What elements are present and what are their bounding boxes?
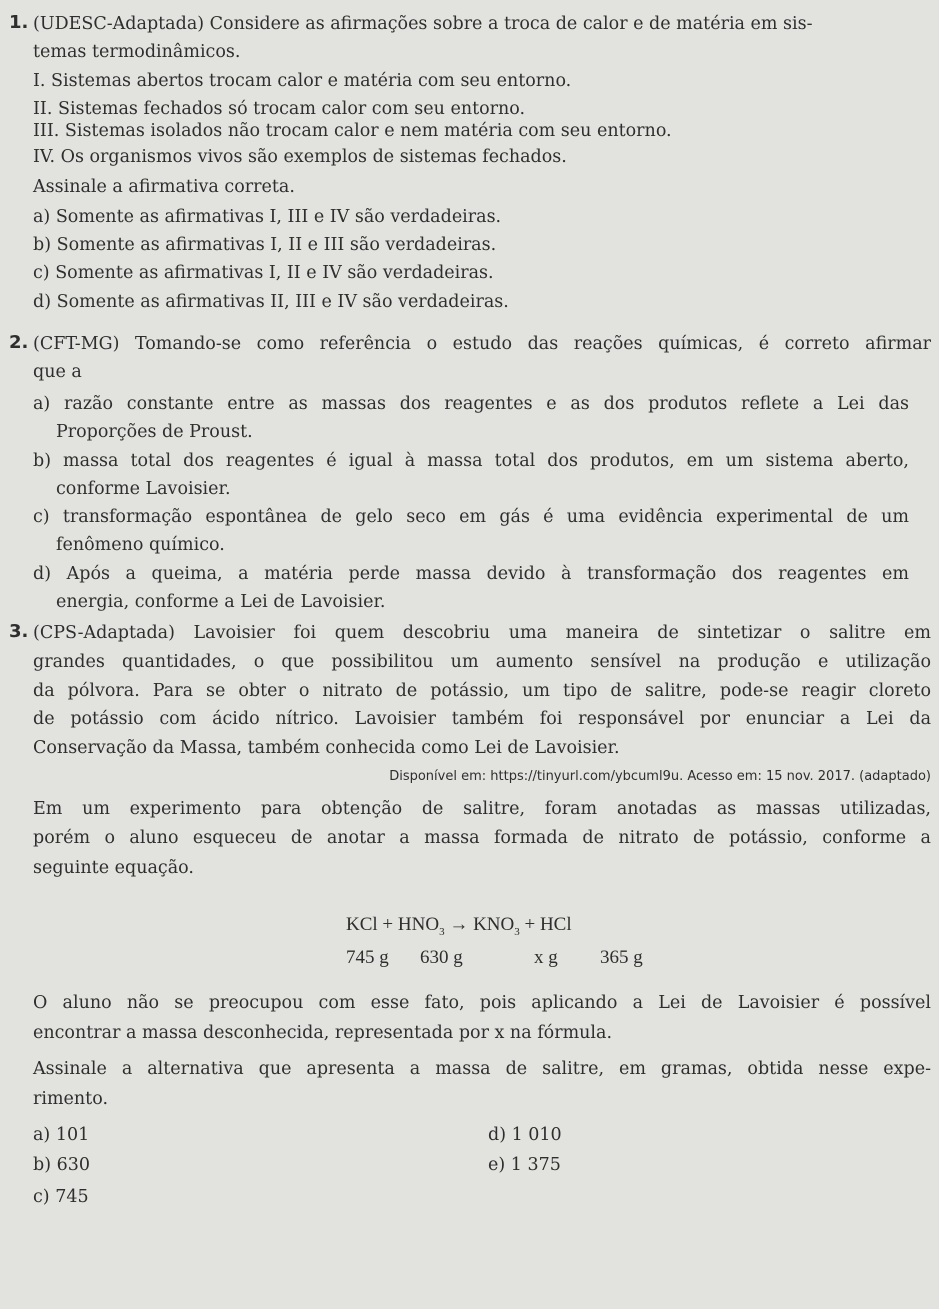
option: e) 1 375 [488,1155,561,1175]
question-stem: (CFT-MG) Tomando-se como referência o estudo das reações químicas, é correto afirmar [33,334,931,354]
chemical-equation [346,914,572,938]
mass-kno3: x g [534,947,558,968]
question-number: 3. [9,621,29,642]
option: energia, conforme a Lei de Lavoisier. [56,592,386,612]
question-stem: (UDESC-Adaptada) Considere as afirmações sobre a troca de calor e de matéria em sis- [33,14,813,34]
paragraph: seguinte equação. [33,858,194,878]
option: d) 1 010 [488,1125,562,1145]
question-number: 2. [9,332,29,353]
products: + HCl [519,914,572,935]
arrow-products: → KNO [444,914,515,935]
question-number: 1. [9,12,29,33]
question-stem: que a [33,362,82,382]
question-stem: grandes quantidades, o que possibilitou um aumento sensível na produção e utilização [33,652,931,672]
question-prompt: Assinale a alternativa que apresenta a massa de salitre, em gramas, obtida nesse expe- [33,1059,931,1079]
option: b) Somente as afirmativas I, II e III são verdadeiras. [33,235,497,255]
question-stem: de potássio com ácido nítrico. Lavoisier também foi responsável por enunciar a Lei da [33,709,931,729]
option: d) Somente as afirmativas II, III e IV são verdadeiras. [33,292,509,312]
statement: III. Sistemas isolados não trocam calor e nem matéria com seu entorno. [33,121,672,141]
question-prompt: rimento. [33,1089,109,1109]
question-stem: Conservação da Massa, também conhecida como Lei de Lavoisier. [33,738,620,758]
option: a) Somente as afirmativas I, III e IV são verdadeiras. [33,207,502,227]
question-stem: (CPS-Adaptada) Lavoisier foi quem descobriu uma maneira de sintetizar o salitre em [33,623,931,643]
statement: I. Sistemas abertos trocam calor e matéria com seu entorno. [33,71,572,91]
subscript: 3 [439,925,445,938]
paragraph: encontrar a massa desconhecida, representada por x na fórmula. [33,1023,613,1043]
subscript: 3 [514,925,520,938]
mass-hno3: 630 g [420,947,463,968]
option: a) 101 [33,1125,90,1145]
option: c) transformação espontânea de gelo seco em gás é uma evidência experimental de um [33,507,909,527]
option: a) razão constante entre as massas dos reagentes e as dos produtos reflete a Lei das [33,394,909,414]
mass-hcl: 365 g [600,947,643,968]
paragraph: Em um experimento para obtenção de salitre, foram anotadas as massas utilizadas, [33,799,931,819]
option: b) massa total dos reagentes é igual à massa total dos produtos, em um sistema aberto, [33,451,909,471]
option: c) Somente as afirmativas I, II e IV são verdadeiras. [33,263,494,283]
option: fenômeno químico. [56,535,225,555]
paragraph: porém o aluno esqueceu de anotar a massa formada de nitrato de potássio, conforme a [33,828,931,848]
citation: Disponível em: https://tinyurl.com/ybcuml9u. Acesso em: 15 nov. 2017. (adaptado) [389,769,931,784]
option: conforme Lavoisier. [56,479,231,499]
option: c) 745 [33,1187,89,1207]
paragraph: O aluno não se preocupou com esse fato, pois aplicando a Lei de Lavoisier é possível [33,993,931,1013]
option: d) Após a queima, a matéria perde massa devido à transformação dos reagentes em [33,564,909,584]
option: b) 630 [33,1155,90,1175]
reactants: KCl + HNO [346,914,440,935]
mass-kcl: 745 g [346,947,389,968]
question-stem: da pólvora. Para se obter o nitrato de potássio, um tipo de salitre, pode-se reagir cloreto [33,681,931,701]
question-prompt: Assinale a afirmativa correta. [33,177,295,197]
statement: IV. Os organismos vivos são exemplos de sistemas fechados. [33,147,567,167]
statement: II. Sistemas fechados só trocam calor com seu entorno. [33,99,526,119]
question-stem: temas termodinâmicos. [33,42,241,62]
option: Proporções de Proust. [56,422,253,442]
